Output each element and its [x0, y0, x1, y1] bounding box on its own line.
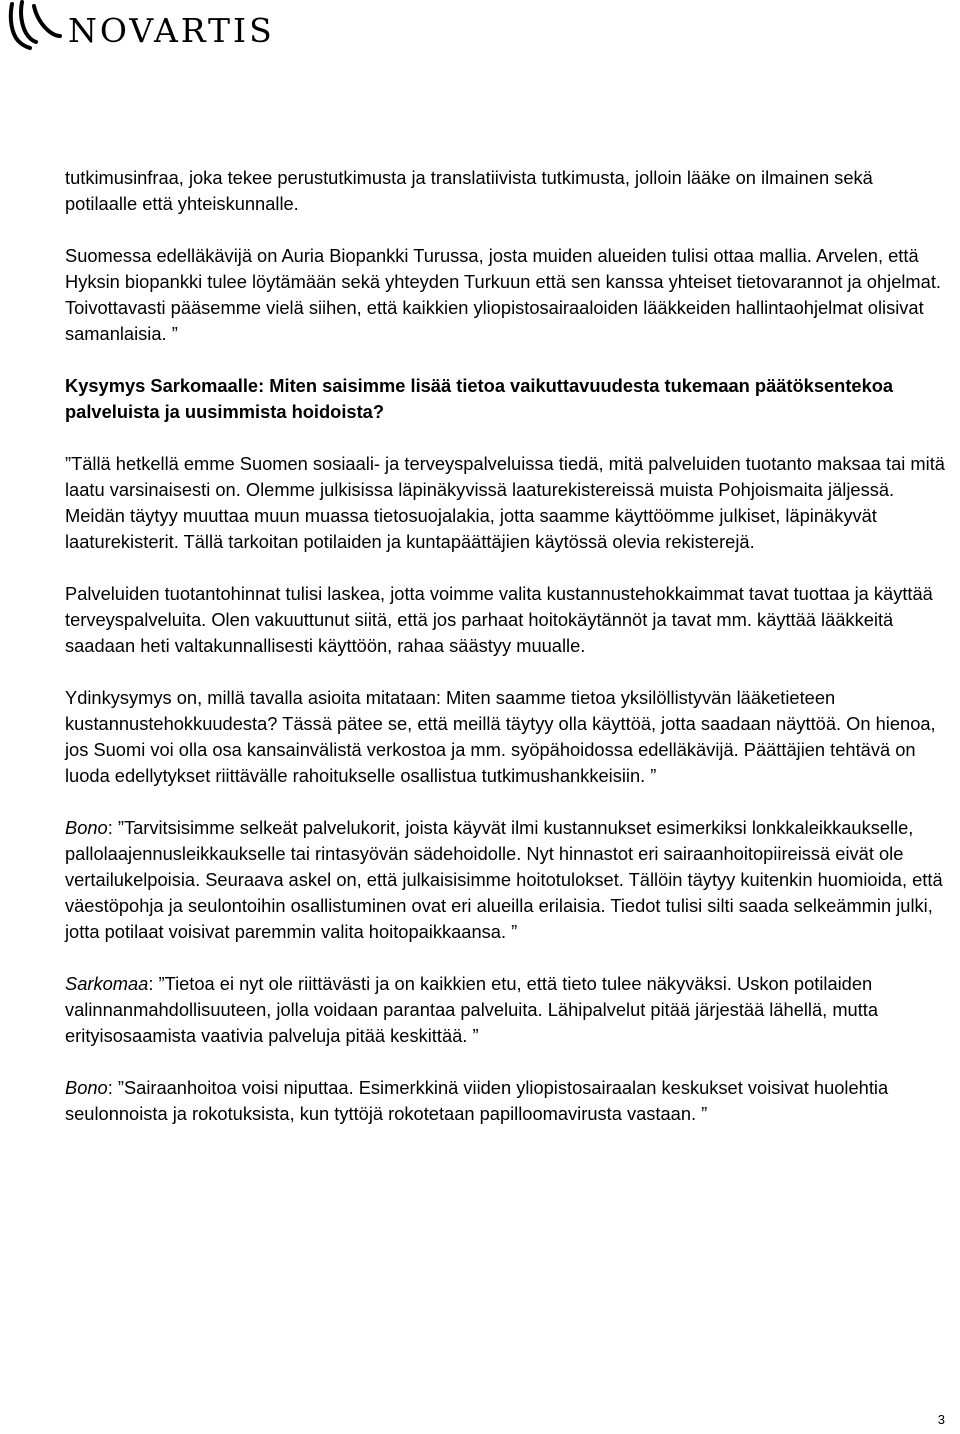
novartis-logo-icon — [6, 0, 62, 52]
paragraph-4: Meidän täytyy muuttaa muun muassa tietosuojalakia, jotta saamme käyttöömme julkiset, läpinäkyvät laaturekisterit. Tällä tarkoitan potilaiden ja kuntapäättäjien käytössä olevia rekisterejä. — [65, 505, 877, 552]
speaker-name: Sarkomaa — [65, 973, 149, 994]
paragraph-5: Palveluiden tuotantohinnat tulisi laskea, jotta voimme valita kustannustehokkaimmat tavat tuottaa ja käyttää terveyspalveluita. Olen vakuuttunut siitä, että jos parhaat hoitokäytännöt ja tavat mm. käyttää lääkkeitä saadaan heti valtakunnallisesti käyttöön, rahaa säästyy muualle. — [65, 583, 933, 656]
quote-text: ”Tietoa ei nyt ole riittävästi ja on kaikkien etu, että tieto tulee näkyväksi. Uskon potilaiden valinnanmahdollisuuteen, jolla voidaan parantaa palveluita. Lähipalvelut pitää järjestää lähellä, mutta erityisosaamista vaativia palveluja pitää keskittää. ” — [65, 973, 879, 1046]
speaker-separator: : — [107, 817, 118, 838]
paragraph-9 — [65, 1075, 945, 1127]
page-number: 3 — [937, 1412, 945, 1427]
speaker-separator: : — [107, 1077, 118, 1098]
paragraph-7 — [65, 815, 945, 945]
speaker-separator: : — [148, 973, 159, 994]
speaker-name: Bono — [65, 1077, 108, 1098]
quote-text: ”Sairaanhoitoa voisi niputtaa. Esimerkkinä viiden yliopistosairaalan keskukset voisivat huolehtia seulonnoista ja rokotuksista, kun tyttöjä rokotetaan papilloomavirusta vastaan. ” — [65, 1077, 889, 1124]
brand-wordmark: NOVARTIS — [68, 11, 275, 50]
paragraph-1: tutkimusinfraa, joka tekee perustutkimusta ja translatiivista tutkimusta, jolloin lääke on ilmainen sekä potilaalle että yhteiskunnalle. — [65, 167, 873, 214]
speaker-name: Bono — [65, 817, 108, 838]
page-header — [6, 0, 306, 52]
paragraph-2: Suomessa edelläkävijä on Auria Biopankki Turussa, josta muiden alueiden tulisi ottaa mallia. Arvelen, että Hyksin biopankki tulee löytämään sekä yhteyden Turkuun että sen kanssa yhteiset tietovarannot ja ohjelmat. Toivottavasti pääsemme vielä siihen, että kaikkien yliopistosairaaloiden lääkkeiden hallintaohjelmat olisivat samanlaisia. ” — [65, 245, 941, 344]
paragraph-8 — [65, 971, 945, 1049]
quote-text: ”Tarvitsisimme selkeät palvelukorit, joista käyvät ilmi kustannukset esimerkiksi lonkkaleikkaukselle, pallolaajennusleikkaukselle tai rintasyövän sädehoidolle. Nyt hinnastot eri sairaanhoitopiireissä eivät ole vertailukelpoisia. Seuraava askel on, että julkaisisimme hoitotulokset. Tällöin täytyy kuitenkin huomioida, että väestöpohja ja seulontoihin osallistuminen ovat eri alueilla erilaisia. Tiedot tulisi silti saada selkeämmin julki, jotta potilaat voisivat paremmin valita hoitopaikkaansa. ” — [65, 817, 943, 942]
paragraph-6: Ydinkysymys on, millä tavalla asioita mitataan: Miten saamme tietoa yksilöllistyvän lääketieteen kustannustehokkuudesta? Tässä pätee se, että meillä täytyy olla käyttöä, jotta saadaan näyttöä. On hienoa, jos Suomi voi olla osa kansainvälistä verkostoa ja mm. syöpähoidossa edelläkävijä. Päättäjien tehtävä on luoda edellytykset riittävälle rahoitukselle osallistua tutkimushankkeisiin. ” — [65, 687, 936, 786]
document-body — [65, 165, 945, 1127]
paragraph-3: ”Tällä hetkellä emme Suomen sosiaali- ja terveyspalveluissa tiedä, mitä palveluiden tuotanto maksaa tai mitä laatu varsinaisesti on. Olemme julkisissa läpinäkyvissä laaturekistereissä muista Pohjoismaita jäljessä. — [65, 453, 945, 500]
question-heading: Kysymys Sarkomaalle: Miten saisimme lisää tietoa vaikuttavuudesta tukemaan päätöksentekoa palveluista ja uusimmista hoidoista? — [65, 375, 894, 422]
